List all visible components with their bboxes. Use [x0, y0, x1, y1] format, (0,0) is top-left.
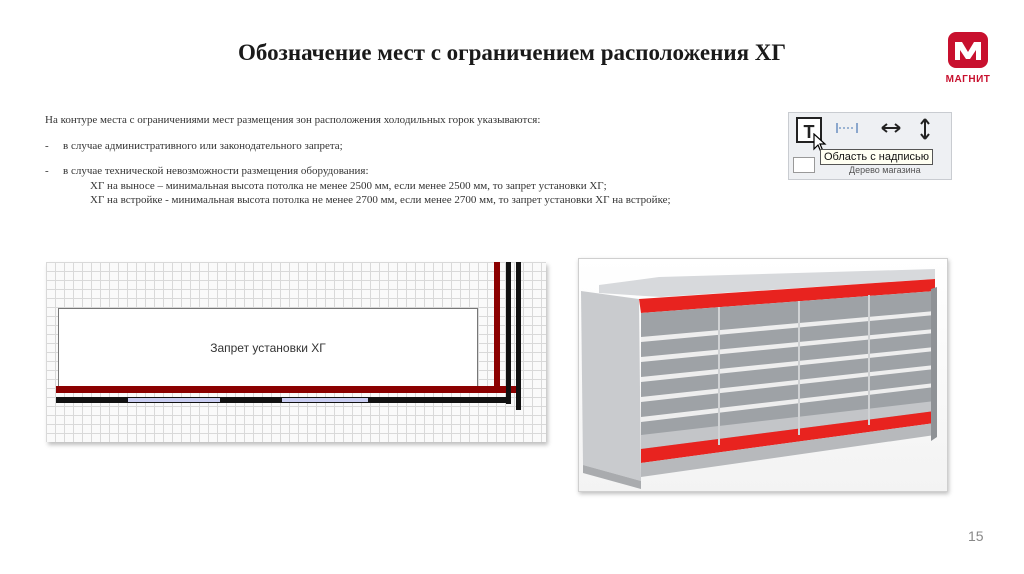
- floor-plan-drawing: [46, 262, 546, 442]
- toolbar-screenshot: [788, 112, 952, 180]
- bullet-text: в случае административного или законодательного запрета;: [63, 139, 343, 152]
- intro-text: На контуре места с ограничениями мест размещения зон расположения холодильных горок указываются:: [45, 114, 541, 126]
- window-segment: [128, 398, 220, 402]
- refrigerated-display-photo: [578, 258, 948, 492]
- list-item: [45, 139, 745, 154]
- list-item: [45, 164, 745, 179]
- small-toolbar-button[interactable]: [793, 157, 815, 173]
- horizontal-arrows-icon[interactable]: [879, 119, 903, 137]
- magnit-logo: [938, 26, 998, 96]
- dash-marker: -: [45, 165, 49, 177]
- bullet-text: в случае технической невозможности размещения оборудования:: [63, 165, 369, 177]
- wall-segment: [56, 386, 516, 393]
- tooltip: Область с надписью: [820, 149, 933, 165]
- wall-segment: [494, 262, 500, 392]
- logo-text: МАГНИТ: [945, 74, 991, 85]
- width-icon[interactable]: [835, 119, 859, 137]
- restriction-label: Запрет установки ХГ: [210, 341, 326, 355]
- sub-item-text: ХГ на встройке - минимальная высота потолка не менее 2700 мм, если менее 2700 мм, то запрет установки ХГ на встройке;: [90, 194, 671, 206]
- tree-label: Дерево магазина: [849, 165, 921, 175]
- restriction-zone: [58, 308, 478, 388]
- page-number: 15: [968, 528, 984, 544]
- body-text: [45, 113, 745, 208]
- dash-marker: -: [45, 139, 49, 152]
- window-segment: [282, 398, 368, 402]
- page-title: Обозначение мест с ограничением расположения ХГ: [237, 40, 787, 65]
- wall-segment: [506, 262, 511, 404]
- sub-item-text: ХГ на выносе – минимальная высота потолка не менее 2500 мм, если менее 2500 мм, то запрет установки ХГ;: [90, 179, 607, 192]
- text-box-button[interactable]: T: [796, 117, 822, 143]
- magnit-logo-icon: [946, 28, 990, 72]
- vertical-arrows-icon[interactable]: [917, 117, 933, 141]
- refrigerator-illustration: [579, 259, 947, 491]
- wall-segment: [516, 262, 521, 410]
